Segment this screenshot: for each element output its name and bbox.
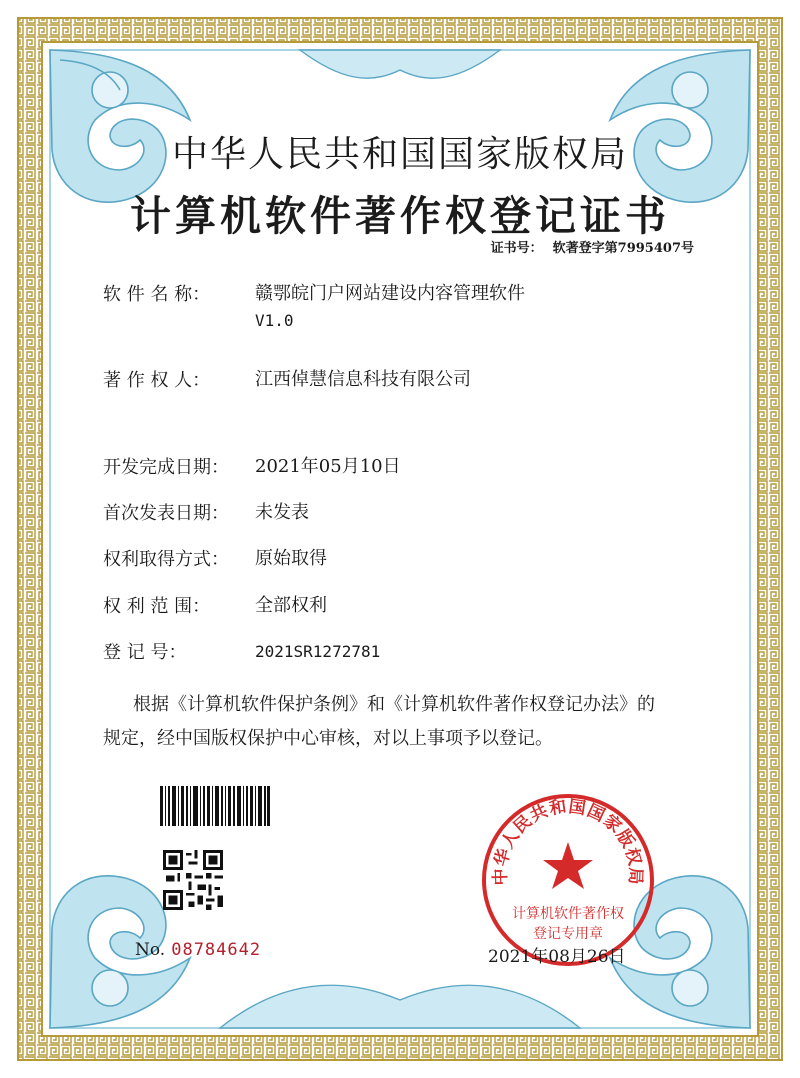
- field-label: 首次发表日期：: [103, 503, 229, 524]
- statement-line-1: 根据《计算机软件保护条例》和《计算机软件著作权登记办法》的: [133, 694, 655, 715]
- seal-inner-line-1: 计算机软件著作权: [512, 906, 624, 922]
- qr-code-image: [163, 850, 223, 910]
- seal-star-icon: [543, 842, 593, 889]
- serial-number-value: 08784642: [171, 940, 262, 960]
- certificate-number-label: 证书号：: [490, 241, 543, 256]
- seal-inner-line-2: 登记专用章: [533, 926, 603, 942]
- statement-line-2: 规定，经中国版权保护中心审核，对以上事项予以登记。: [103, 728, 553, 749]
- field-value: 原始取得: [255, 548, 327, 569]
- field-label: 开发完成日期：: [103, 457, 229, 478]
- field-value: 2021SR1272781: [255, 642, 381, 661]
- certificate-number-value: 软著登字第7995407号: [552, 241, 694, 256]
- barcode-image: [160, 786, 270, 826]
- field-value: 2021年05月10日: [255, 456, 401, 477]
- field-label: 软 件 名 称：: [103, 284, 211, 305]
- field-value: 未发表: [255, 502, 309, 523]
- field-label: 著 作 权 人：: [103, 370, 211, 391]
- issue-date: 2021年08月26日: [488, 947, 626, 967]
- certificate-title: 计算机软件著作权登记证书: [130, 192, 670, 240]
- software-name-line1: 赣鄂皖门户网站建设内容管理软件: [255, 283, 525, 304]
- serial-number-label: No.: [135, 940, 166, 960]
- field-value: 江西倬慧信息科技有限公司: [255, 369, 471, 390]
- field-value: 全部权利: [255, 595, 327, 616]
- software-version: V1.0: [255, 311, 294, 330]
- field-label: 登 记 号：: [103, 642, 187, 663]
- field-value: [255, 280, 675, 334]
- seal-ring-text: 中华人民共和国国家版权局: [490, 796, 646, 886]
- issuing-authority: 中华人民共和国国家版权局: [171, 134, 628, 175]
- certificate-number: [491, 237, 694, 256]
- serial-number: [135, 940, 261, 960]
- field-label: 权 利 范 围：: [103, 596, 211, 617]
- field-label: 权利取得方式：: [103, 549, 229, 570]
- statement-paragraph: [103, 688, 723, 756]
